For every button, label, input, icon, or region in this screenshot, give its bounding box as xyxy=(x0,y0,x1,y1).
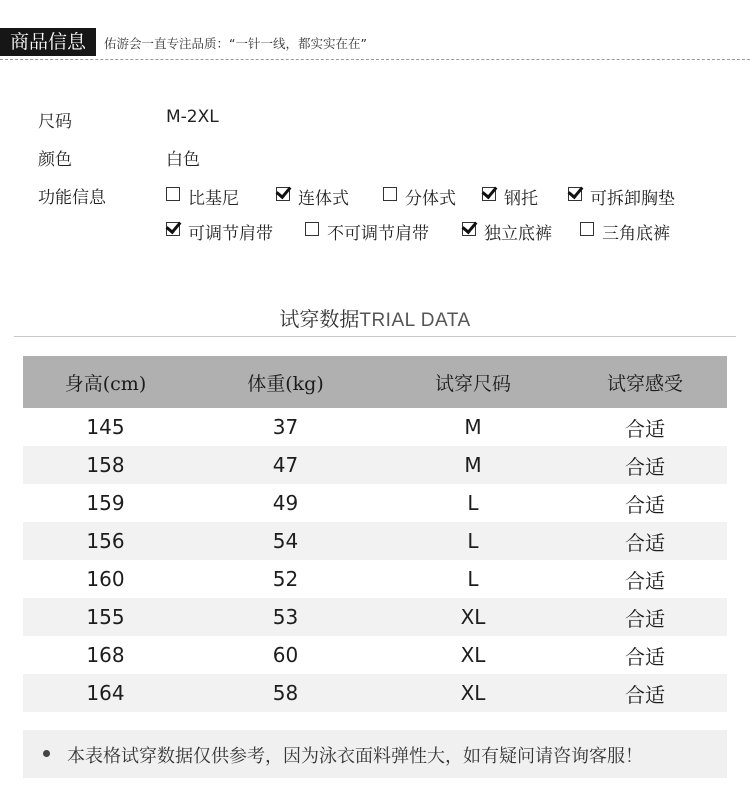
checkbox-empty-icon xyxy=(166,187,180,201)
trial-title-en: TRIAL DATA xyxy=(359,310,471,331)
cell-feeling: 合适 xyxy=(625,644,665,669)
cell-feeling: 合适 xyxy=(625,492,665,517)
cell-size: XL xyxy=(383,674,563,712)
cell-size: XL xyxy=(460,643,486,667)
table-row xyxy=(23,598,727,636)
features-label: 功能信息 xyxy=(38,188,106,208)
feature-label: 三角底裤 xyxy=(602,224,670,244)
section-title: 商品信息 xyxy=(0,28,96,56)
cell-height: 159 xyxy=(86,491,125,515)
disclaimer-note xyxy=(23,730,727,778)
column-header-feeling: 试穿感受 xyxy=(563,356,727,408)
column-header-size: 试穿尺码 xyxy=(383,356,563,408)
checkbox-checked-icon xyxy=(166,222,180,236)
cell-height: 156 xyxy=(23,522,188,560)
checkbox-checked-icon xyxy=(568,187,582,201)
cell-size: L xyxy=(467,567,479,591)
color-label: 颜色 xyxy=(38,150,72,170)
cell-height: 164 xyxy=(23,674,188,712)
table-row xyxy=(23,408,727,446)
table-header-row xyxy=(23,356,727,408)
checkbox-empty-icon xyxy=(305,222,319,236)
cell-height: 145 xyxy=(86,415,125,439)
trial-data-title xyxy=(0,303,750,332)
cell-feeling: 合适 xyxy=(563,446,727,484)
title-divider xyxy=(14,336,736,337)
feature-label: 钢托 xyxy=(504,189,538,209)
size-value: M-2XL xyxy=(166,107,219,127)
table-row xyxy=(23,560,727,598)
cell-feeling: 合适 xyxy=(563,522,727,560)
cell-size: M xyxy=(464,415,482,439)
cell-weight: 60 xyxy=(272,643,299,667)
checkbox-empty-icon xyxy=(383,187,397,201)
cell-size: L xyxy=(467,491,479,515)
cell-weight: 53 xyxy=(188,598,383,636)
cell-feeling: 合适 xyxy=(563,598,727,636)
bullet-icon xyxy=(43,750,50,757)
table-row xyxy=(23,484,727,522)
column-header-weight: 体重(kg) xyxy=(188,356,383,408)
column-header-height: 身高(cm) xyxy=(23,356,188,408)
size-label: 尺码 xyxy=(38,112,72,132)
cell-weight: 49 xyxy=(272,491,299,515)
checkbox-empty-icon xyxy=(580,222,594,236)
cell-height: 155 xyxy=(23,598,188,636)
cell-feeling: 合适 xyxy=(625,416,665,441)
feature-label: 可拆卸胸垫 xyxy=(590,189,675,209)
cell-weight: 52 xyxy=(272,567,299,591)
table-row xyxy=(23,674,727,712)
cell-size: XL xyxy=(383,598,563,636)
section-header xyxy=(0,28,750,58)
cell-size: L xyxy=(383,522,563,560)
feature-label: 独立底裤 xyxy=(484,224,552,244)
table-row xyxy=(23,522,727,560)
table-row xyxy=(23,446,727,484)
cell-height: 160 xyxy=(86,567,125,591)
cell-height: 158 xyxy=(23,446,188,484)
dotted-divider xyxy=(0,59,750,60)
cell-height: 168 xyxy=(86,643,125,667)
cell-weight: 47 xyxy=(188,446,383,484)
cell-weight: 37 xyxy=(272,415,299,439)
cell-weight: 58 xyxy=(188,674,383,712)
checkbox-checked-icon xyxy=(462,222,476,236)
cell-size: M xyxy=(383,446,563,484)
feature-label: 可调节肩带 xyxy=(188,224,273,244)
table-row xyxy=(23,636,727,674)
checkbox-checked-icon xyxy=(482,187,496,201)
feature-label: 连体式 xyxy=(298,189,349,209)
color-value: 白色 xyxy=(166,150,200,170)
feature-label: 不可调节肩带 xyxy=(327,224,429,244)
checkbox-checked-icon xyxy=(276,187,290,201)
feature-label: 分体式 xyxy=(405,189,456,209)
feature-label: 比基尼 xyxy=(188,189,239,209)
cell-feeling: 合适 xyxy=(625,568,665,593)
cell-feeling: 合适 xyxy=(563,674,727,712)
disclaimer-text: 本表格试穿数据仅供参考，因为泳衣面料弹性大，如有疑问请咨询客服！ xyxy=(67,746,643,767)
trial-data-table xyxy=(23,356,727,712)
trial-title-cn: 试穿数据 xyxy=(279,307,360,331)
section-subtitle: 佑游会一直专注品质：“一针一线，都实实在在” xyxy=(104,36,367,51)
cell-weight: 54 xyxy=(188,522,383,560)
